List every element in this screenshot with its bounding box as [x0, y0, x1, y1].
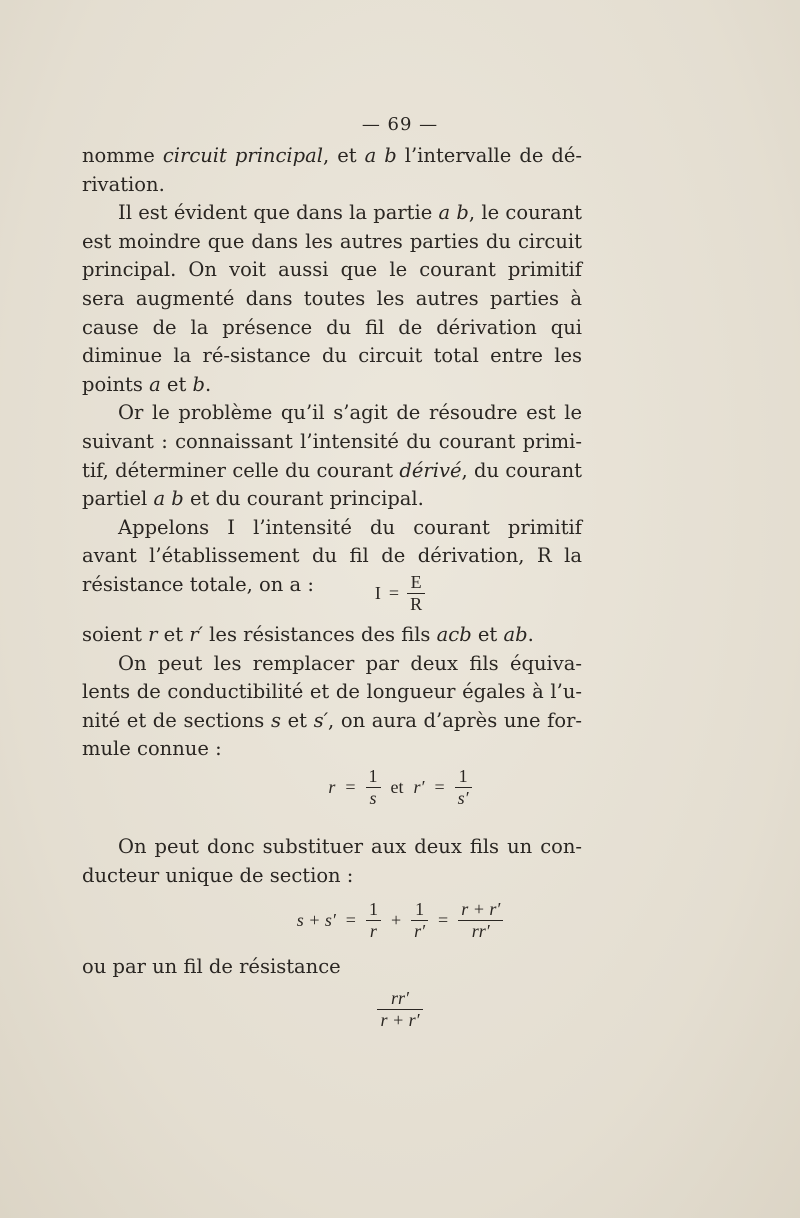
fraction-e-over-r: $\frac{E}{R}$: [407, 572, 425, 614]
formula-resistance: [0, 988, 800, 1030]
paragraph-3: Or le problème qu’il s’agit de résoudre est le suivant : connaissant l’intensité du courant primi-tif, déterminer celle du courant dérivé, du courant partiel a b et du courant principal.: [82, 401, 582, 511]
text-block-bottom: [82, 953, 582, 982]
text-block-middle: [82, 621, 582, 764]
fraction-one-over-r: $\frac{1}{r}$: [366, 899, 381, 941]
formula-intensity: I = $\frac{E}{R}$: [0, 572, 800, 614]
formula-section: s + s′ = $\frac{1}{r}$ + $\frac{1}{r'}$ = $\frac{r + r'}{rr'}$: [0, 899, 800, 941]
fraction-one-over-r-prime: $\frac{1}{r'}$: [411, 899, 428, 941]
paragraph-7: On peut donc substituer aux deux fils un con-ducteur unique de section :: [82, 835, 582, 887]
page-number: — 69 —: [361, 114, 439, 135]
fraction-sum-over-product: $\frac{r + r'}{rr'}$: [458, 899, 503, 941]
fraction-one-over-s-prime: $\frac{1}{s'}$: [455, 766, 472, 808]
paragraph-2: Il est évident que dans la partie a b, le courant est moindre que dans les autres parties du circuit principal. On voit aussi que le courant primitif sera augmenté dans toutes les autres parties à cause de la présence du fil de dérivation qui diminue la ré-sistance du circuit total entre les points a et b.: [82, 201, 582, 396]
fraction-product-over-sum: $\frac{rr'}{r + r'}$: [377, 988, 422, 1030]
text-block-top: [82, 142, 582, 600]
paragraph-5: soient r et r′ les résistances des fils acb et ab.: [82, 623, 534, 646]
text-block-substitution: [82, 833, 582, 890]
paragraph-6: On peut les remplacer par deux fils équiva-lents de conductibilité et de longueur égales à l’u-nité et de sections s et s′, on aura d’après une for-mule connue :: [82, 651, 582, 761]
paragraph-1: nomme circuit principal, et a b l’intervalle de dé-rivation.: [82, 144, 582, 196]
paragraph-8: ou par un fil de résistance: [82, 955, 341, 978]
fraction-one-over-s: $\frac{1}{s}$: [366, 766, 381, 808]
formula-resistances: r = $\frac{1}{s}$ et r′ = $\frac{1}{s'}$: [0, 766, 800, 808]
paragraph-4: Appelons I l’intensité du courant primitif avant l’établissement du fil de dérivation, R la résistance totale, on a :: [82, 515, 582, 596]
